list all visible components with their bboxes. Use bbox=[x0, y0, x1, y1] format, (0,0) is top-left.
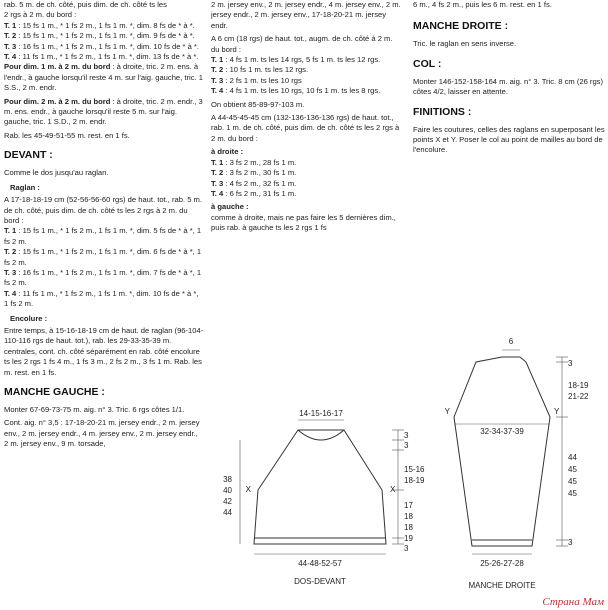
size-row: T. 2 : 10 fs 1 m. ts les 12 rgs. bbox=[211, 65, 309, 75]
sleeve-bottom-label: 25-26-27-28 bbox=[480, 559, 524, 568]
size-row: T. 1 : 4 fs 1 m. ts les 14 rgs, 5 fs 1 m. ts les 12 rgs. bbox=[211, 55, 381, 65]
size-row: T. 4 : 4 fs 1 m. ts les 10 rgs, 10 fs 1 m. ts les 8 rgs. bbox=[211, 86, 381, 96]
sleeve-name: MANCHE DROITE bbox=[468, 581, 536, 590]
gauche-heading: à gauche : bbox=[211, 202, 249, 212]
x-mark-right: X bbox=[390, 485, 396, 494]
size-row: T. 3 : 16 fs 1 m., * 1 fs 2 m., 1 fs 1 m. *, dim. 7 fs de * à *, 1 fs 2 m. bbox=[4, 267, 202, 288]
front-right-3a: 15-16 bbox=[404, 465, 425, 474]
droite-heading: à droite : bbox=[211, 147, 244, 157]
sleeve-right-4: 3 bbox=[568, 538, 573, 547]
column-right bbox=[413, 0, 605, 159]
size-row: T. 3 : 4 fs 2 m., 32 fs 1 m. bbox=[211, 178, 297, 188]
x-mark-left: X bbox=[245, 485, 251, 494]
sleeve-right-3c: 45 bbox=[568, 477, 577, 486]
front-right-3b: 18-19 bbox=[404, 476, 425, 485]
front-name: DOS-DEVANT bbox=[294, 577, 346, 586]
cont-text: Cont. aig. n° 3,5 : 17-18-20-21 m. jersey endr., 2 m. jersey env., 2 m. jersey endr., 4 m. jersey env., 2 m. jersey endr., 2 m. jersey env., 9 m. torsade, bbox=[4, 418, 200, 449]
front-right-4c: 18 bbox=[404, 523, 413, 532]
size-row: T. 3 : 16 fs 1 m., * 1 fs 2 m., 1 fs 1 m. *, dim. 10 fs de * à *. bbox=[4, 41, 199, 51]
sleeve-right-2a: 18-19 bbox=[568, 381, 589, 390]
size-row: T. 2 : 15 fs 1 m., * 1 fs 2 m., 1 fs 1 m. *, dim. 6 fs de * à *, 1 fs 2 m. bbox=[4, 247, 202, 267]
front-right-4a: 17 bbox=[404, 501, 413, 510]
size-row: T. 1 : 15 fs 1 m., * 1 fs 2 m., 1 fs 1 m. *, dim. 8 fs de * à *. bbox=[4, 20, 195, 30]
sleeve-outline bbox=[454, 357, 550, 546]
front-height-4: 44 bbox=[223, 508, 232, 517]
front-right-1: 3 bbox=[404, 431, 409, 440]
sleeve-right-3a: 44 bbox=[568, 453, 577, 462]
front-height-3: 42 bbox=[223, 497, 232, 506]
size-rows-front bbox=[4, 226, 204, 309]
size-row: T. 4 : 11 fs 1 m., * 1 fs 2 m., 1 fs 1 m. *, dim. 13 fs de * à *. bbox=[4, 52, 199, 62]
sleeve-right-3b: 45 bbox=[568, 465, 577, 474]
manche-droite-text: Tric. le raglan en sens inverse. bbox=[413, 39, 517, 49]
front-height-2: 40 bbox=[223, 486, 232, 495]
size-row: T. 2 : 3 fs 2 m., 30 fs 1 m. bbox=[211, 168, 297, 178]
raglan-text: A 17-18-18-19 cm (52-56-56-60 rgs) de haut. tot., rab. 5 m. de ch. côté, puis dim. de ch. côté ts les 2 rgs à 2 m. du bord : bbox=[4, 195, 202, 225]
raglan-heading: Raglan : bbox=[10, 182, 40, 192]
front-right-5: 3 bbox=[404, 544, 409, 553]
intro-line-1: rab. 5 m. de ch. côté, puis dim. de ch. côté ts les bbox=[4, 0, 167, 9]
body-outline bbox=[254, 430, 386, 544]
obtient-text: On obtient 85-89-97-103 m. bbox=[211, 99, 305, 109]
y-mark-right: Y bbox=[554, 407, 560, 416]
gauche-text: comme à droite, mais ne pas faire les 5 dernières dim., puis rab. à gauche ts les 2 rgs 1 fs bbox=[211, 212, 396, 233]
sleeve-right-1: 3 bbox=[568, 359, 573, 368]
col3-intro: 6 m., 4 fs 2 m., puis les 6 m. rest. en 1 fs. bbox=[413, 0, 552, 9]
sleeve-right-2b: 21-22 bbox=[568, 392, 589, 401]
col-text: Monter 146-152-158-164 m. aig. n° 3. Tric. 8 cm (26 rgs) côtes 4/2, laisser en attente. bbox=[413, 76, 604, 97]
front-height-1: 38 bbox=[223, 475, 232, 484]
encolure-heading: Encolure : bbox=[10, 313, 48, 323]
front-bottom-label: 44-48-52-57 bbox=[298, 559, 342, 568]
devant-heading: DEVANT : bbox=[4, 149, 53, 162]
sleeve-mid-label: 32-34-37-39 bbox=[480, 427, 524, 436]
sleeve-right-3d: 45 bbox=[568, 489, 577, 498]
dim1-paragraph: Pour dim. 1 m. à 2 m. du bord : à droite, tric. 2 m. ens. à l'endr., à gauche lorsqu'il reste 4 m. sur l'aig. gauche, tric. 1 S.S., 2 m. endr. bbox=[4, 62, 203, 93]
watermark-logo: Страна Мам bbox=[542, 596, 604, 608]
col-heading: COL : bbox=[413, 57, 442, 70]
encolure-text: Entre temps, à 15-16-18-19 cm de haut. de raglan (96-104-110-116 rgs de haut. tot.), rab. les 29-33-35-39 m. centrales, cont. ch. côté séparément en rab. côté encolure ts les 2 rgs 1 fs 4 m., 1 fs 3 m., 2 fs 2 m., 3 fs 1 m. Rab. les m. rest. en 1 fs. bbox=[4, 325, 204, 377]
neckline bbox=[298, 430, 344, 440]
front-right-2: 3 bbox=[404, 441, 409, 450]
size-row: T. 4 : 11 fs 1 m., * 1 fs 2 m., 1 fs 1 m. *, dim. 10 fs de * à *, 1 fs 2 m. bbox=[4, 288, 199, 309]
augm-text: A 6 cm (18 rgs) de haut. tot., augm. de ch. côté à 2 m. du bord : bbox=[211, 34, 393, 54]
finitions-heading: FINITIONS : bbox=[413, 105, 472, 118]
size-row: T. 1 : 3 fs 2 m., 28 fs 1 m. bbox=[211, 157, 297, 167]
manche-gauche-text: Monter 67-69-73-75 m. aig. n° 3. Tric. 6 rgs côtes 1/1. bbox=[4, 405, 185, 414]
y-mark-left: Y bbox=[444, 407, 450, 416]
front-top-label: 14-15-16-17 bbox=[299, 409, 343, 418]
size-row: T. 3 : 2 fs 1 m. ts les 10 rgs bbox=[211, 75, 302, 85]
a44-text: A 44-45-45-45 cm (132-136-136-136 rgs) de haut. tot., rab. 1 m. de ch. côté, puis dim. de ch. côté ts les 2 rgs à 2 m. du bord : bbox=[211, 113, 400, 143]
sleeve-top-label: 6 bbox=[508, 337, 514, 346]
size-rows-droite bbox=[211, 158, 403, 200]
devant-text: Comme le dos jusqu'au raglan. bbox=[4, 168, 109, 178]
size-row: T. 4 : 6 fs 2 m., 31 fs 1 m. bbox=[211, 188, 297, 198]
intro-line-2: 2 rgs à 2 m. du bord : bbox=[4, 10, 77, 20]
column-middle bbox=[211, 0, 403, 237]
column-left bbox=[4, 0, 204, 453]
dim2-paragraph: Pour dim. 2 m. à 2 m. du bord : à droite, tric. 2 m. endr., 3 m. ens. endr., à gauche lorsqu'il reste 5 m. sur l'aig. gauche, tric. 1 S.D., 2 m. endr. bbox=[4, 96, 203, 127]
finitions-text: Faire les coutures, celles des raglans en superposant les points X et Y. Poser le col au point de mailles au bord de l'encolure. bbox=[413, 124, 605, 155]
size-rows-back bbox=[4, 21, 204, 63]
rab-paragraph: Rab. les 45-49-51-55 m. rest. en 1 fs. bbox=[4, 130, 130, 140]
manche-gauche-heading: MANCHE GAUCHE : bbox=[4, 386, 105, 398]
size-row: T. 2 : 15 fs 1 m., * 1 fs 2 m., 1 fs 1 m. *, dim. 9 fs de * à *. bbox=[4, 31, 195, 41]
size-rows-sleeve bbox=[211, 55, 403, 97]
front-right-4b: 18 bbox=[404, 512, 413, 521]
col2-intro: 2 m. jersey env., 2 m. jersey endr., 4 m. jersey env., 2 m. jersey endr., 2 m. jersey env., 17-18-20-21 m. jersey endr. bbox=[211, 0, 401, 30]
front-right-4d: 19 bbox=[404, 534, 413, 543]
manche-droite-heading: MANCHE DROITE : bbox=[413, 20, 509, 33]
size-row: T. 1 : 15 fs 1 m., * 1 fs 2 m., 1 fs 1 m. *, dim. 5 fs de * à *, 1 fs 2 m. bbox=[4, 226, 202, 246]
schematic-diagrams bbox=[210, 322, 606, 608]
